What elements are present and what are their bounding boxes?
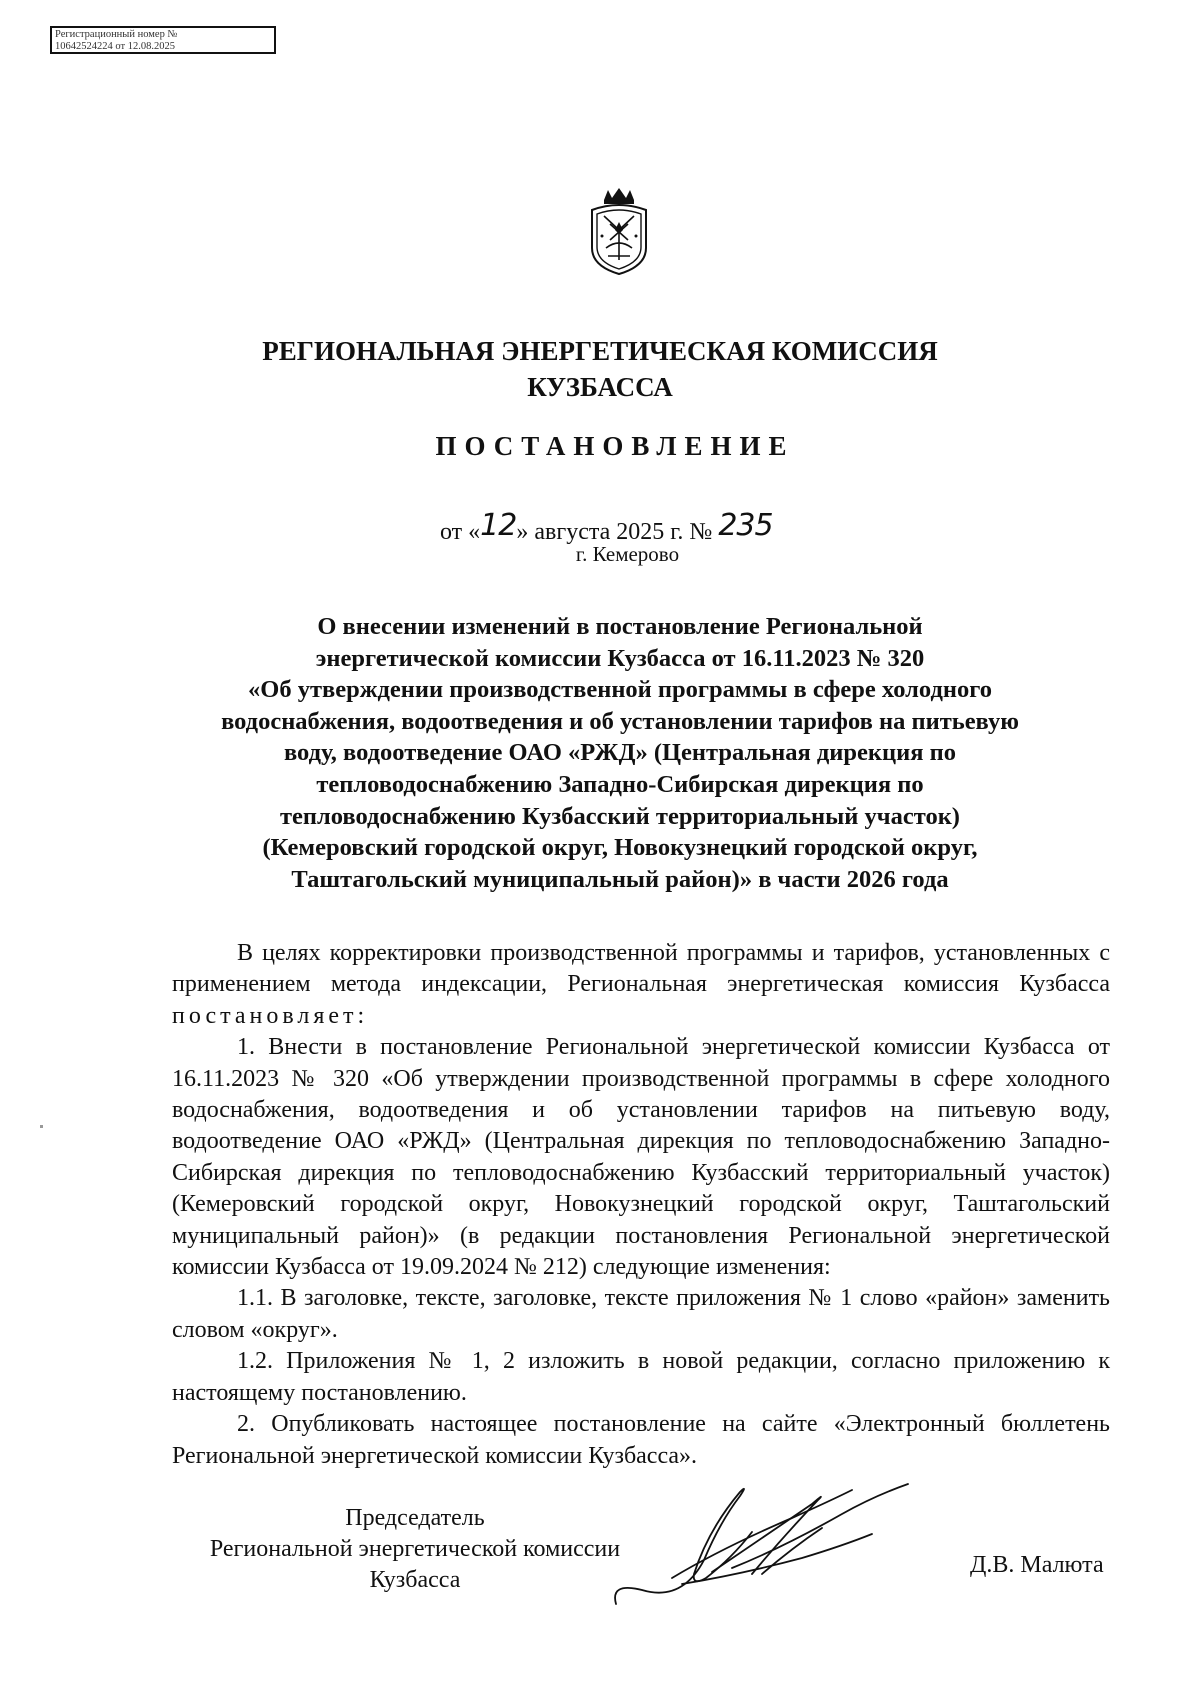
- decree-subject: [150, 611, 1090, 895]
- decree-day-handwritten: 12: [480, 508, 517, 543]
- subject-line: О внесении изменений в постановление Региональной: [317, 613, 923, 640]
- subject-line: Таштагольский муниципальный район)» в части 2026 года: [291, 865, 949, 893]
- subject-line: водоснабжения, водоотведения и об установлении тарифов на питьевую: [221, 707, 1019, 735]
- preamble-text: В целях корректировки производственной программы и тарифов, установленных с применением метода индексации, Региональная энергетическая комиссия Кузбасса: [172, 940, 1110, 998]
- handwritten-signature-icon: [612, 1478, 912, 1608]
- organization-name-line2: КУЗБАССА: [527, 372, 673, 402]
- preamble-paragraph: [172, 938, 1110, 1032]
- subject-line: воду, водоотведение ОАО «РЖД» (Центральная дирекция по: [283, 739, 957, 767]
- organization-name-line1: РЕГИОНАЛЬНАЯ ЭНЕРГЕТИЧЕСКАЯ КОМИССИЯ: [262, 336, 938, 366]
- registration-stamp: [50, 26, 276, 54]
- item-1-1-paragraph: 1.1. В заголовке, тексте, заголовке, тексте приложения № 1 слово «район» заменить словом «округ».: [172, 1285, 1110, 1343]
- signatory-position-line3: Кузбасса: [369, 1567, 461, 1593]
- decree-body: [172, 938, 1110, 1472]
- subject-line: тепловодоснабжению Кузбасский территориальный участок): [280, 802, 960, 830]
- signatory-name: Д.В. Малюта: [970, 1552, 1104, 1578]
- scan-dot: [40, 1125, 43, 1128]
- resolves-word: постановляет:: [172, 1002, 369, 1029]
- registration-stamp-line1: Регистрационный номер №: [55, 29, 178, 40]
- decree-title: ПОСТАНОВЛЕНИЕ: [435, 431, 795, 461]
- signatory-position: [180, 1503, 650, 1596]
- decree-number-handwritten: 235: [718, 508, 773, 543]
- subject-line: тепловодоснабжению Западно-Сибирская дирекция по: [316, 770, 924, 798]
- subject-line: энергетической комиссии Кузбасса от 16.11.2023 № 320: [315, 644, 925, 672]
- decree-city: г. Кемерово: [575, 542, 680, 566]
- signatory-position-line1: Председатель: [345, 1505, 485, 1531]
- signatory-position-line2: Региональной энергетической комиссии: [209, 1536, 621, 1562]
- date-prefix: от «: [440, 519, 481, 545]
- date-middle: » августа 2025 г. №: [516, 519, 713, 545]
- kuzbass-coat-of-arms-icon: [582, 186, 656, 278]
- item-1-paragraph: 1. Внести в постановление Региональной энергетической комиссии Кузбасса от 16.11.2023 № 320 «Об утверждении производственной программы в сфере холодного водоснабжения, водоотведения и об установлении тарифов на питьевую воду, водоотведение ОАО «РЖД» (Центральная дирекция по тепловодоснабжению Западно-Сибирская дирекция по тепловодоснабжению Кузбасский территориальный участок) (Кемеровский городской округ, Новокузнецкий городской округ, Таштагольский муниципальный район)» (в редакции постановления Региональной энергетической комиссии Кузбасса от 19.09.2024 № 212) следующие изменения:: [172, 1034, 1110, 1281]
- registration-stamp-line2: 10642524224 от 12.08.2025: [55, 41, 175, 52]
- item-1-2-paragraph: 1.2. Приложения № 1, 2 изложить в новой редакции, согласно приложению к настоящему постановлению.: [172, 1348, 1110, 1406]
- organization-name: [0, 333, 1200, 405]
- item-2-paragraph: 2. Опубликовать настоящее постановление на сайте «Электронный бюллетень Региональной энергетической комиссии Кузбасса».: [172, 1411, 1110, 1469]
- subject-line: (Кемеровский городской округ, Новокузнецкий городской округ,: [262, 834, 978, 862]
- subject-line: «Об утверждении производственной программы в сфере холодного: [248, 676, 992, 704]
